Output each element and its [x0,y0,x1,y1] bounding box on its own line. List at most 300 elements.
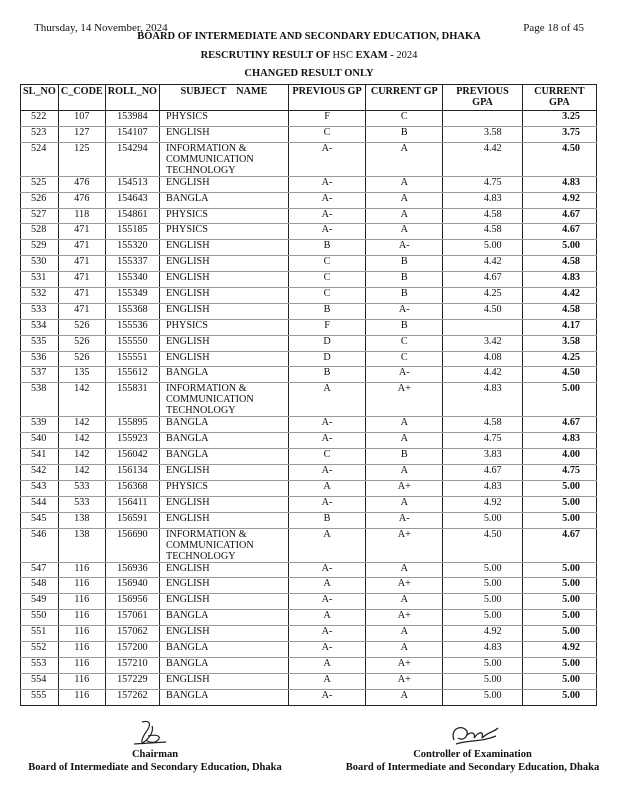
current-gpa-cell: 4.75 [522,465,596,481]
current-gp-cell: B [366,319,443,335]
table-row [21,367,597,383]
current-gp-cell: A [366,465,443,481]
c-code-cell: 471 [58,224,105,240]
previous-gp-cell: A- [288,465,365,481]
current-gpa-cell: 5.00 [522,689,596,705]
previous-gpa-cell: 3.83 [443,449,522,465]
col-current-gpa: CURRENT GPA [522,85,596,111]
c-code-cell: 138 [58,528,105,562]
sl-no-cell: 534 [21,319,59,335]
current-gpa-cell: 4.67 [522,417,596,433]
roll-no-cell: 156411 [105,496,159,512]
roll-no-cell: 155612 [105,367,159,383]
report-title [0,50,618,61]
subject-line: ENGLISH [165,562,210,574]
previous-gpa-cell: 4.67 [443,272,522,288]
current-gp-cell: A+ [366,610,443,626]
table-row [21,689,597,705]
roll-no-cell: 156368 [105,480,159,496]
table-row [21,111,597,127]
current-gp-cell: B [366,449,443,465]
current-gp-cell: B [366,256,443,272]
current-gpa-cell: 5.00 [522,496,596,512]
chairman-org: Board of Intermediate and Secondary Education, Dhaka [28,762,282,773]
current-gpa-cell: 5.00 [522,610,596,626]
current-gp-cell: A- [366,240,443,256]
subject-line: ENGLISH [165,240,210,252]
subject-line: BANGLA [165,367,209,379]
roll-no-cell: 157061 [105,610,159,626]
previous-gpa-cell: 5.00 [443,610,522,626]
table-row [21,610,597,626]
previous-gpa-cell: 4.92 [443,496,522,512]
sl-no-cell: 539 [21,417,59,433]
previous-gp-cell: C [288,288,365,304]
previous-gpa-cell: 5.00 [443,578,522,594]
current-gpa-cell: 4.92 [522,192,596,208]
c-code-cell: 142 [58,449,105,465]
sl-no-cell: 530 [21,256,59,272]
current-gpa-cell: 4.67 [522,224,596,240]
c-code-cell: 142 [58,383,105,417]
subject-cell [159,594,288,610]
subject-line: BANGLA [165,657,209,669]
previous-gp-cell: A- [288,417,365,433]
table-row [21,142,597,176]
previous-gp-cell: A- [288,689,365,705]
previous-gpa-cell: 4.42 [443,367,522,383]
subject-line: TECHNOLOGY [165,405,236,417]
subject-line: PHYSICS [165,224,208,236]
c-code-cell: 116 [58,578,105,594]
subject-cell [159,288,288,304]
table-row [21,433,597,449]
current-gpa-cell: 5.00 [522,594,596,610]
previous-gp-cell: A- [288,176,365,192]
subject-line: ENGLISH [165,351,210,363]
current-gp-cell: C [366,111,443,127]
subject-line: ENGLISH [165,496,210,508]
table-row [21,383,597,417]
sl-no-cell: 535 [21,335,59,351]
previous-gp-cell: C [288,126,365,142]
subject-cell [159,335,288,351]
sl-no-cell: 538 [21,383,59,417]
subject-line: COMMUNICATION [165,394,254,406]
subject-line: BANGLA [165,417,209,429]
subject-cell [159,111,288,127]
subject-line: ENGLISH [165,465,210,477]
c-code-cell: 526 [58,319,105,335]
table-row [21,673,597,689]
subject-cell [159,367,288,383]
subject-line: BANGLA [165,689,209,701]
roll-no-cell: 155185 [105,224,159,240]
sl-no-cell: 525 [21,176,59,192]
c-code-cell: 116 [58,657,105,673]
c-code-cell: 476 [58,176,105,192]
subject-line: BANGLA [165,449,209,461]
col-current-gp: CURRENT GP [366,85,443,111]
subject-cell [159,383,288,417]
previous-gpa-cell: 5.00 [443,240,522,256]
subject-cell [159,224,288,240]
report-subtitle: CHANGED RESULT ONLY [244,68,374,79]
current-gpa-cell: 4.58 [522,303,596,319]
previous-gpa-cell: 4.83 [443,192,522,208]
roll-no-cell: 156591 [105,512,159,528]
controller-signature [446,720,506,748]
current-gp-cell: A [366,208,443,224]
sl-no-cell: 554 [21,673,59,689]
subject-line: ENGLISH [165,578,210,590]
roll-no-cell: 155550 [105,335,159,351]
previous-gp-cell: A- [288,562,365,578]
previous-gpa-cell: 4.50 [443,303,522,319]
previous-gp-cell: B [288,512,365,528]
current-gp-cell: A [366,224,443,240]
c-code-cell: 125 [58,142,105,176]
subject-cell [159,208,288,224]
c-code-cell: 471 [58,272,105,288]
table-row [21,417,597,433]
subject-line: ENGLISH [165,126,210,138]
subject-cell [159,496,288,512]
subject-line: BANGLA [165,433,209,445]
roll-no-cell: 155320 [105,240,159,256]
table-row [21,256,597,272]
current-gpa-cell: 5.00 [522,673,596,689]
c-code-cell: 116 [58,642,105,658]
current-gp-cell: A [366,142,443,176]
subject-cell [159,480,288,496]
subject-cell [159,240,288,256]
c-code-cell: 116 [58,610,105,626]
roll-no-cell: 157210 [105,657,159,673]
report-title-exam: HSC [332,50,353,61]
previous-gpa-cell: 5.00 [443,594,522,610]
previous-gpa-cell: 4.42 [443,142,522,176]
previous-gpa-cell: 4.83 [443,383,522,417]
previous-gp-cell: C [288,272,365,288]
sl-no-cell: 545 [21,512,59,528]
subject-line: INFORMATION & [165,528,247,540]
roll-no-cell: 155831 [105,383,159,417]
subject-cell [159,528,288,562]
c-code-cell: 533 [58,496,105,512]
roll-no-cell: 155923 [105,433,159,449]
c-code-cell: 127 [58,126,105,142]
table-row [21,288,597,304]
sl-no-cell: 536 [21,351,59,367]
subject-line: COMMUNICATION [165,539,254,551]
previous-gp-cell: A- [288,594,365,610]
report-title-part1: RESCRUTINY RESULT OF [200,50,330,61]
current-gp-cell: A [366,192,443,208]
previous-gp-cell: A [288,383,365,417]
previous-gp-cell: C [288,256,365,272]
sl-no-cell: 551 [21,626,59,642]
subject-cell [159,449,288,465]
current-gpa-cell: 5.00 [522,512,596,528]
current-gpa-cell: 5.00 [522,578,596,594]
controller-org: Board of Intermediate and Secondary Education, Dhaka [345,762,600,773]
current-gp-cell: A- [366,303,443,319]
sl-no-cell: 550 [21,610,59,626]
subject-line: INFORMATION & [165,142,247,154]
roll-no-cell: 155551 [105,351,159,367]
subject-line: ENGLISH [165,626,210,638]
current-gpa-cell: 3.58 [522,335,596,351]
col-sl-no: SL_NO [21,85,59,111]
subject-cell [159,673,288,689]
subject-cell [159,176,288,192]
subject-cell [159,642,288,658]
previous-gp-cell: B [288,367,365,383]
subject-cell [159,272,288,288]
current-gp-cell: A [366,689,443,705]
sl-no-cell: 540 [21,433,59,449]
c-code-cell: 116 [58,673,105,689]
controller-title: Controller of Examination [413,749,532,760]
previous-gp-cell: A- [288,642,365,658]
current-gp-cell: A [366,433,443,449]
current-gp-cell: A+ [366,673,443,689]
previous-gp-cell: D [288,351,365,367]
current-gpa-cell: 5.00 [522,383,596,417]
subject-line: PHYSICS [165,319,208,331]
sl-no-cell: 544 [21,496,59,512]
c-code-cell: 526 [58,335,105,351]
current-gpa-cell: 4.83 [522,272,596,288]
table-row [21,176,597,192]
sl-no-cell: 524 [21,142,59,176]
previous-gpa-cell: 4.58 [443,208,522,224]
table-row [21,512,597,528]
table-row [21,303,597,319]
col-subject-name: SUBJECT NAME [159,85,288,111]
report-title-year: 2024 [396,50,418,61]
subject-line: ENGLISH [165,512,210,524]
c-code-cell: 116 [58,626,105,642]
c-code-cell: 471 [58,303,105,319]
sl-no-cell: 527 [21,208,59,224]
subject-cell [159,626,288,642]
subject-line: ENGLISH [165,176,210,188]
current-gpa-cell: 5.00 [522,626,596,642]
current-gp-cell: C [366,351,443,367]
subject-cell [159,417,288,433]
previous-gp-cell: A [288,578,365,594]
previous-gp-cell: D [288,335,365,351]
subject-line: COMMUNICATION [165,153,254,165]
subject-line: PHYSICS [165,480,208,492]
c-code-cell: 476 [58,192,105,208]
current-gpa-cell: 4.17 [522,319,596,335]
c-code-cell: 142 [58,433,105,449]
sl-no-cell: 529 [21,240,59,256]
table-row [21,335,597,351]
sl-no-cell: 548 [21,578,59,594]
previous-gpa-cell: 4.67 [443,465,522,481]
current-gpa-cell: 4.67 [522,208,596,224]
c-code-cell: 135 [58,367,105,383]
previous-gp-cell: F [288,319,365,335]
c-code-cell: 107 [58,111,105,127]
col-roll-no: ROLL_NO [105,85,159,111]
chairman-signature [128,718,172,748]
previous-gp-cell: A- [288,496,365,512]
subject-line: BANGLA [165,642,209,654]
subject-line: INFORMATION & [165,383,247,395]
c-code-cell: 116 [58,562,105,578]
previous-gp-cell: A [288,657,365,673]
sl-no-cell: 533 [21,303,59,319]
sl-no-cell: 543 [21,480,59,496]
subject-line: TECHNOLOGY [165,164,236,176]
current-gpa-cell: 4.42 [522,288,596,304]
table-row [21,496,597,512]
sl-no-cell: 546 [21,528,59,562]
previous-gpa-cell: 3.58 [443,126,522,142]
subject-cell [159,192,288,208]
c-code-cell: 138 [58,512,105,528]
roll-no-cell: 154861 [105,208,159,224]
current-gp-cell: A+ [366,528,443,562]
roll-no-cell: 154294 [105,142,159,176]
current-gpa-cell: 4.50 [522,142,596,176]
subject-cell [159,142,288,176]
previous-gpa-cell: 5.00 [443,562,522,578]
roll-no-cell: 155368 [105,303,159,319]
sl-no-cell: 531 [21,272,59,288]
table-row [21,449,597,465]
previous-gpa-cell: 4.83 [443,480,522,496]
previous-gpa-cell: 4.42 [443,256,522,272]
table-row [21,240,597,256]
table-row [21,319,597,335]
sl-no-cell: 542 [21,465,59,481]
current-gp-cell: A [366,417,443,433]
subject-line: ENGLISH [165,272,210,284]
roll-no-cell: 156936 [105,562,159,578]
current-gp-cell: A [366,626,443,642]
current-gpa-cell: 5.00 [522,562,596,578]
sl-no-cell: 532 [21,288,59,304]
current-gpa-cell: 4.83 [522,433,596,449]
c-code-cell: 471 [58,256,105,272]
sl-no-cell: 541 [21,449,59,465]
c-code-cell: 142 [58,417,105,433]
previous-gpa-cell: 4.58 [443,417,522,433]
current-gp-cell: A [366,176,443,192]
table-row [21,657,597,673]
sl-no-cell: 552 [21,642,59,658]
table-row [21,578,597,594]
subject-line: ENGLISH [165,303,210,315]
previous-gpa-cell: 4.92 [443,626,522,642]
page-number: Page 18 of 45 [523,22,584,34]
previous-gp-cell: B [288,240,365,256]
sl-no-cell: 547 [21,562,59,578]
previous-gp-cell: A [288,610,365,626]
current-gpa-cell: 4.50 [522,367,596,383]
current-gp-cell: A [366,642,443,658]
previous-gpa-cell: 3.42 [443,335,522,351]
c-code-cell: 533 [58,480,105,496]
roll-no-cell: 155340 [105,272,159,288]
roll-no-cell: 156042 [105,449,159,465]
previous-gpa-cell [443,319,522,335]
table-row [21,480,597,496]
subject-line: ENGLISH [165,673,210,685]
previous-gpa-cell: 5.00 [443,689,522,705]
previous-gp-cell: A- [288,433,365,449]
current-gp-cell: C [366,335,443,351]
col-previous-gp: PREVIOUS GP [288,85,365,111]
current-gp-cell: A+ [366,578,443,594]
previous-gp-cell: F [288,111,365,127]
subject-line: ENGLISH [165,335,210,347]
c-code-cell: 116 [58,594,105,610]
roll-no-cell: 156690 [105,528,159,562]
current-gpa-cell: 4.83 [522,176,596,192]
previous-gpa-cell: 5.00 [443,657,522,673]
current-gp-cell: A [366,496,443,512]
current-gp-cell: A [366,562,443,578]
sl-no-cell: 549 [21,594,59,610]
result-rows [21,111,597,706]
previous-gpa-cell: 5.00 [443,673,522,689]
subject-cell [159,562,288,578]
current-gp-cell: B [366,288,443,304]
subject-cell [159,689,288,705]
table-row [21,192,597,208]
report-title-part3: EXAM - [355,50,394,61]
current-gpa-cell: 5.00 [522,480,596,496]
current-gpa-cell: 4.67 [522,528,596,562]
previous-gp-cell: A [288,673,365,689]
result-table [20,84,597,706]
print-date: Thursday, 14 November, 2024 [34,22,168,34]
current-gpa-cell: 4.92 [522,642,596,658]
subject-line: ENGLISH [165,256,210,268]
c-code-cell: 142 [58,465,105,481]
roll-no-cell: 156134 [105,465,159,481]
previous-gp-cell: A- [288,192,365,208]
current-gp-cell: A+ [366,657,443,673]
current-gp-cell: B [366,272,443,288]
subject-cell [159,512,288,528]
current-gpa-cell: 3.75 [522,126,596,142]
previous-gp-cell: A- [288,208,365,224]
current-gp-cell: A+ [366,480,443,496]
roll-no-cell: 156940 [105,578,159,594]
c-code-cell: 526 [58,351,105,367]
table-row [21,528,597,562]
roll-no-cell: 157229 [105,673,159,689]
table-row [21,562,597,578]
table-row [21,642,597,658]
c-code-cell: 471 [58,288,105,304]
table-row [21,272,597,288]
previous-gp-cell: C [288,449,365,465]
subject-cell [159,319,288,335]
roll-no-cell: 155895 [105,417,159,433]
sl-no-cell: 553 [21,657,59,673]
subject-line: PHYSICS [165,208,208,220]
previous-gpa-cell: 4.25 [443,288,522,304]
